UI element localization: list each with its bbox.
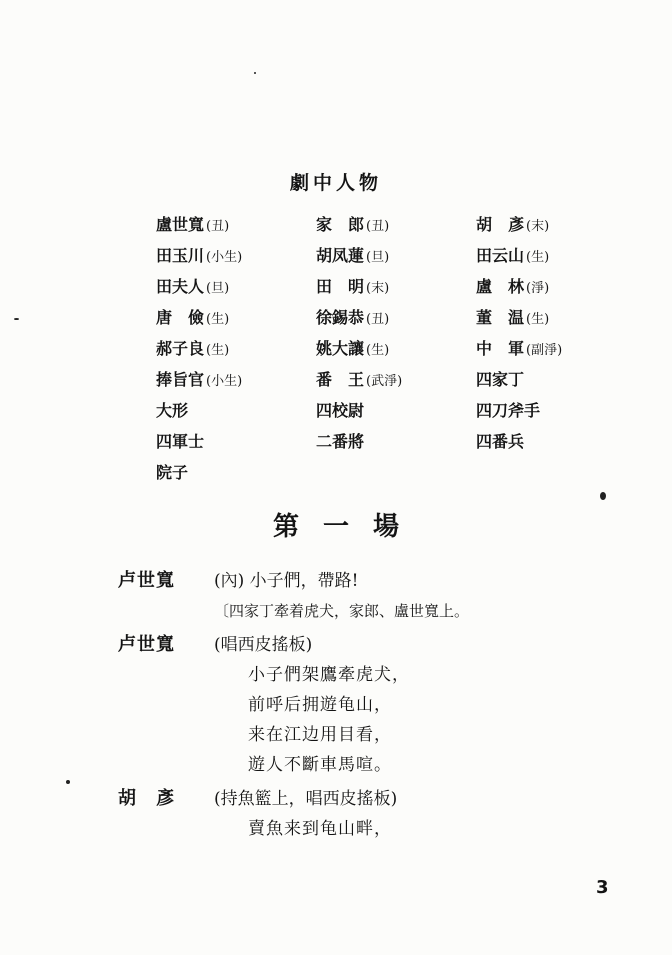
scene-title: 第一場 (272, 512, 423, 542)
cast-role: (末) (526, 219, 550, 234)
cast-name: 四家丁 (476, 370, 525, 389)
cast-entry (316, 245, 476, 266)
cast-role: (丑) (366, 219, 390, 234)
verse-text: 小子們架鷹牽虎犬， (248, 665, 410, 685)
cast-entry (156, 276, 316, 297)
cast-role: (旦) (366, 250, 390, 265)
cast-entry (156, 400, 316, 421)
cast-role: (副淨) (526, 343, 563, 358)
cast-name: 姚大讓 (316, 339, 365, 358)
cast-role: (丑) (206, 219, 230, 234)
cast-name: 董 温 (476, 308, 525, 327)
cast-name: 四番兵 (476, 432, 525, 451)
cast-entry (476, 369, 616, 390)
cast-role: (淨) (526, 281, 550, 296)
print-speck (254, 72, 256, 74)
cast-role: (生) (206, 343, 230, 358)
cast-role: (丑) (366, 312, 390, 327)
speaker-name: 卢世寬 (118, 634, 175, 655)
cast-entry (476, 338, 616, 359)
cast-entry (156, 462, 316, 483)
verse-line (118, 690, 638, 720)
cast-name: 中 軍 (476, 339, 525, 358)
cast-name: 院子 (156, 463, 189, 482)
cast-list (156, 214, 616, 483)
speaker-name: 卢世寬 (118, 570, 175, 591)
cast-name: 郝子良 (156, 339, 205, 358)
speaker-name: 胡 彥 (118, 788, 175, 809)
cast-heading: 劇中人物 (289, 172, 382, 194)
cast-entry (476, 276, 616, 297)
cast-name: 二番將 (316, 432, 365, 451)
speech-text: (內) 小子們，帶路! (214, 571, 359, 591)
verse-line (118, 814, 638, 844)
cast-name: 田玉川 (156, 246, 205, 265)
cast-name: 家 郎 (316, 215, 365, 234)
cast-role: (生) (366, 343, 390, 358)
speech-text: (唱西皮搖板) (214, 635, 313, 655)
print-speck (14, 318, 19, 320)
verse-text: 賣魚来到龟山畔， (248, 819, 392, 839)
print-speck (66, 780, 70, 784)
cast-entry (476, 431, 616, 452)
cast-name: 田夫人 (156, 277, 205, 296)
cast-entry (316, 214, 476, 235)
cast-name: 四校尉 (316, 401, 365, 420)
cast-name: 唐 儉 (156, 308, 205, 327)
verse-text: 前呼后拥遊龟山， (248, 695, 392, 715)
cast-role: (末) (366, 281, 390, 296)
verse-text: 遊人不斷車馬喧。 (248, 755, 392, 775)
verse-text: 来在江边用目看， (248, 725, 392, 745)
cast-entry (316, 400, 476, 421)
stage-direction (118, 596, 638, 626)
verse-line (118, 750, 638, 780)
cast-entry (156, 245, 316, 266)
cast-entry (156, 307, 316, 328)
cast-entry (316, 369, 476, 390)
cast-role: (小生) (206, 374, 243, 389)
cast-name: 四刀斧手 (476, 401, 541, 420)
cast-name: 捧旨官 (156, 370, 205, 389)
cast-name: 胡 彥 (476, 215, 525, 234)
cast-entry (156, 431, 316, 452)
cast-name: 大形 (156, 401, 189, 420)
cast-name: 田云山 (476, 246, 525, 265)
cast-role: (武淨) (366, 374, 403, 389)
cast-name: 田 明 (316, 277, 365, 296)
cast-entry (476, 214, 616, 235)
cast-role: (生) (526, 312, 550, 327)
stage-direction-text: 〔四家丁牽着虎犬，家郎、盧世寬上。 (214, 602, 470, 620)
speech-line (118, 784, 638, 814)
cast-name: 胡凤蓮 (316, 246, 365, 265)
speech-line (118, 630, 638, 660)
cast-entry (316, 307, 476, 328)
speech-text: (持魚籃上，唱西皮搖板) (214, 789, 398, 809)
cast-name: 盧 林 (476, 277, 525, 296)
speech-line (118, 566, 638, 596)
cast-entry (156, 214, 316, 235)
cast-role: (旦) (206, 281, 230, 296)
cast-name: 四軍士 (156, 432, 205, 451)
page-number: 3 (596, 877, 609, 898)
verse-line (118, 720, 638, 750)
print-speck (600, 492, 606, 500)
cast-role: (生) (206, 312, 230, 327)
cast-name: 番 王 (316, 370, 365, 389)
cast-entry (316, 338, 476, 359)
verse-line (118, 660, 638, 690)
cast-name: 盧世寬 (156, 215, 205, 234)
cast-role: (小生) (206, 250, 243, 265)
cast-entry (316, 276, 476, 297)
cast-entry (476, 245, 616, 266)
cast-name: 徐錫恭 (316, 308, 365, 327)
cast-entry (156, 338, 316, 359)
cast-entry (476, 400, 616, 421)
script-lines (118, 562, 638, 844)
cast-role: (生) (526, 250, 550, 265)
cast-entry (156, 369, 316, 390)
cast-entry (476, 307, 616, 328)
cast-entry (316, 431, 476, 452)
